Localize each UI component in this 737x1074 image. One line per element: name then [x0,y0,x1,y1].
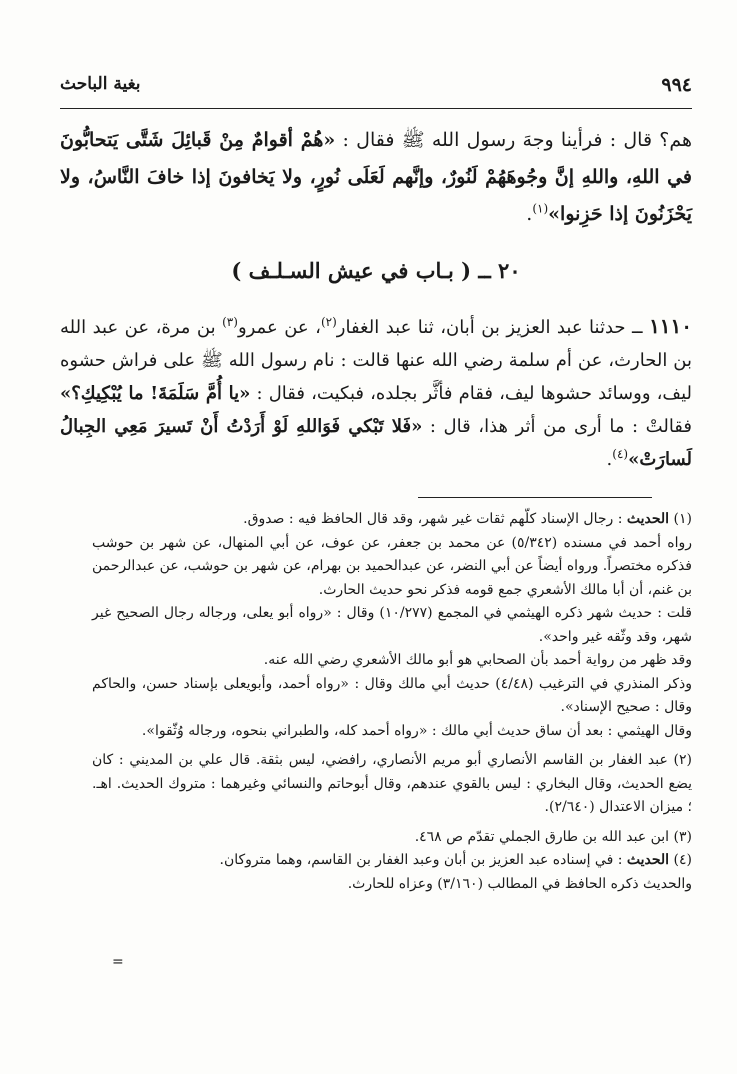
footnote-text: وقد ظهر من رواية أحمد بأن الصحابي هو أبو مالك الأشعري رضي الله عنه. [263,652,692,668]
footnote-ref-2[interactable]: (٢) [320,315,337,329]
footnote-number: (٢) [673,752,692,768]
footnote-separator [418,497,652,498]
prophetic-quote: «هُمْ أقوامٌ مِنْ قَبائِلَ شَتَّى يَتحابُّونَ في اللهِ، واللهِ إنَّ وجُوهَهُمْ لَنُورٌ، وإنَّهم لَعَلَى نُورٍ، ولا يَخافونَ إذا خافَ النَّاسُ، ولا يَحْزَنُونَ إذا حَزِنوا» [60,129,692,225]
footnote [92,649,692,673]
footnote-number: (١) [673,511,692,527]
hadith-number: ١١١٠ [649,314,693,338]
header-rule [60,108,692,109]
page-number: ٩٩٤ [661,74,692,96]
footnote-text: وقال الهيثمي : بعد أن ساق حديث أبي مالك : «رواه أحمد كله، والطبراني بنحوه، ورجاله وُثّقوا». [141,722,692,739]
footnote-ref-4[interactable]: (٤) [612,447,629,461]
footnote [92,508,692,532]
continuation-mark: = [112,954,124,970]
section-heading: ٢٠ ــ ( بـاب في عيش السـلـف ) [231,258,521,283]
hadith-matn: بن مرة، عن عبد الله بن الحارث، عن أم سلمة رضي الله عنها قالت : نام رسول الله ﷺ على فراش حشوه ليف، ووسائد حشوها ليف، فقام فأثَّر بجلده، فبكيت، فقال : [60,317,692,404]
hadith-paragraph [60,310,692,476]
footnote-ref-1[interactable]: (١) [532,201,549,216]
footnote-text: قلت : حديث شهر ذكره الهيثمي في المجمع (١٠/٢٧٧) وقال : «رواه أبو يعلى، ورجاله رجال الصحيح غير شهر، وقد وثّقه غير واحد». [92,605,692,645]
hadith-end: . [606,449,613,470]
footnote [92,749,692,820]
footnote-text: : في إسناده عبد العزيز بن أبان وعبد الغفار بن القاسم، وهما متروكان. [219,852,627,868]
continuation-text: هم؟ قال : فرأينا وجهَ رسول الله ﷺ فقال : [335,129,692,151]
footnote-label: الحديث [626,852,670,868]
continuation-end: . [526,203,533,225]
page-header [60,72,692,106]
running-title: بغية الباحث [60,74,141,94]
footnote-number: (٣) [673,828,692,845]
prophetic-quote: «فَلا تَبْكي فَوَاللهِ لَوْ أَرَدْتُ أَنْ تَسيرَ مَعِي الجِبالُ لَسارَتْ» [60,416,692,470]
footnotes [92,508,692,896]
footnote [92,826,692,850]
footnote-text: ابن عبد الله بن طارق الجملي تقدّم ص ٤٦٨. [414,828,674,845]
footnote-text: وذكر المنذري في الترغيب (٤/٤٨) حديث أبي مالك وقال : «رواه أحمد، وأبويعلى بإسناد حسن، والحاكم وقال : صحيح الإسناد». [92,675,692,715]
prophetic-quote: «يا أُمَّ سَلَمَةَ! ما يُبْكِيكِ؟» [60,383,251,404]
footnote-text: رواه أحمد في مسنده (٥/٣٤٢) عن محمد بن جعفر، عن عوف، عن أبي المنهال، عن شهر بن حوشب فذكره مختصراً. ورواه أيضاً عن أبي النضر، عن عبدالحميد بن بهرام، عن شهر بن حوشب، عن عبدالرحمن بن غنم، أن أبا مالك الأشعري جمع قومه فذكر نحو حديث الحارث. [92,534,692,598]
footnote [92,673,692,720]
continuation-paragraph [60,122,692,233]
footnote [92,873,692,897]
footnote [92,849,692,873]
footnote-number: (٤) [673,852,692,868]
hadith-isnad-part: ــ حدثنا عبد العزيز بن أبان، ثنا عبد الغفار [336,317,650,338]
footnote-text: والحديث ذكره الحافظ في المطالب (٣/١٦٠) وعزاه للحارث. [347,875,692,892]
footnote [92,720,692,744]
footnote [92,602,692,649]
footnote-ref-3[interactable]: (٣) [222,315,238,329]
hadith-matn: فقالتْ : ما أرى من أثر هذا، قال : [422,416,693,437]
footnote-text: عبد الغفار بن القاسم الأنصاري أبو مريم الأنصاري، رافضي، ليس بثقة. قال علي بن المديني : كان يضع الحديث، وقال البخاري : ليس بالقوي عندهم، وقال أبوحاتم والنسائي وغيرهما : متروك الحديث. اهـ. ؛ ميزان الاعتدال (٢/٦٤٠). [92,752,692,815]
footnote-text: : رجال الإسناد كلّهم ثقات غير شهر، وقد قال الحافظ فيه : صدوق. [243,511,627,527]
footnote-label: الحديث [626,511,670,527]
hadith-isnad-part: ، عن عمرو [237,317,321,338]
footnote [92,532,692,603]
